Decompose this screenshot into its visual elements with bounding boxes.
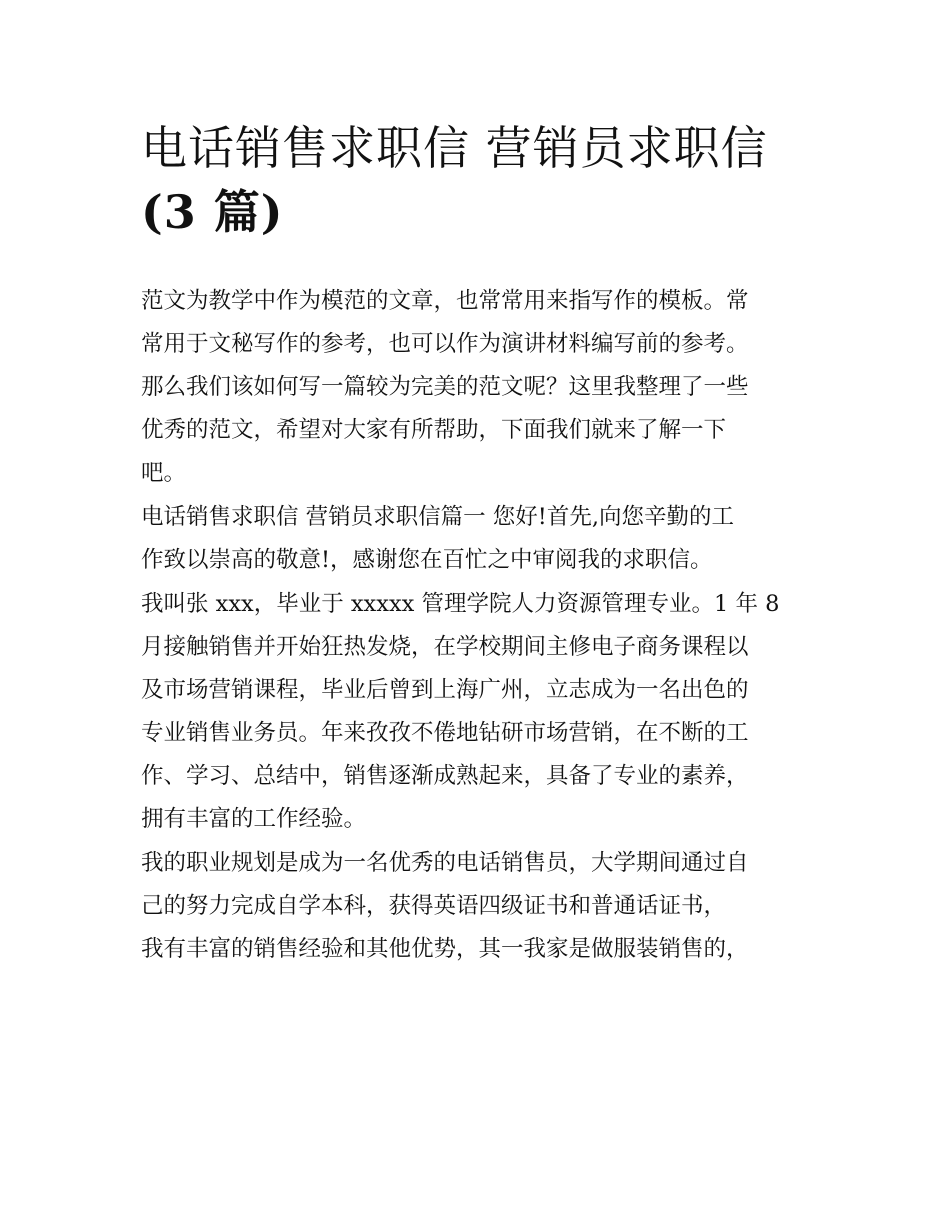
paragraph-career-plan <box>141 842 821 971</box>
paragraph-greeting <box>141 496 821 582</box>
text-line: 专业销售业务员。年来孜孜不倦地钻研市场营销，在不断的工 <box>141 720 749 746</box>
title-line: 电话销售求职信 营销员求职信 <box>141 121 768 175</box>
text-line: 吧。 <box>141 460 187 486</box>
text-line: 我有丰富的销售经验和其他优势，其一我家是做服装销售的， <box>141 936 749 962</box>
text-line: 我叫张 xxx，毕业于 xxxxx 管理学院人力资源管理专业。1 年 8 <box>141 591 780 617</box>
paragraph-intro <box>141 280 821 495</box>
text-line: 优秀的范文，希望对大家有所帮助，下面我们就来了解一下 <box>141 417 727 443</box>
text-line: 拥有丰富的工作经验。 <box>141 806 367 832</box>
document-body <box>141 280 821 971</box>
text-line: 我的职业规划是成为一名优秀的电话销售员，大学期间通过自 <box>141 850 749 876</box>
text-line: 己的努力完成自学本科，获得英语四级证书和普通话证书， <box>141 893 727 919</box>
text-line: 范文为教学中作为模范的文章，也常常用来指写作的模板。常 <box>141 288 749 314</box>
text-line: 及市场营销课程，毕业后曾到上海广州，立志成为一名出色的 <box>141 677 749 703</box>
text-line: 月接触销售并开始狂热发烧，在学校期间主修电子商务课程以 <box>141 634 749 660</box>
paragraph-background <box>141 583 821 841</box>
text-line: 作、学习、总结中，销售逐渐成熟起来，具备了专业的素养， <box>141 763 749 789</box>
title-line: (3 篇) <box>141 185 284 239</box>
text-line: 作致以崇高的敬意!，感谢您在百忙之中审阅我的求职信。 <box>141 547 713 573</box>
text-line: 电话销售求职信 营销员求职信篇一 您好!首先,向您辛勤的工 <box>141 504 734 530</box>
text-line: 那么我们该如何写一篇较为完美的范文呢？这里我整理了一些 <box>141 374 749 400</box>
document-title <box>141 116 821 244</box>
text-line: 常用于文秘写作的参考，也可以作为演讲材料编写前的参考。 <box>141 331 749 357</box>
